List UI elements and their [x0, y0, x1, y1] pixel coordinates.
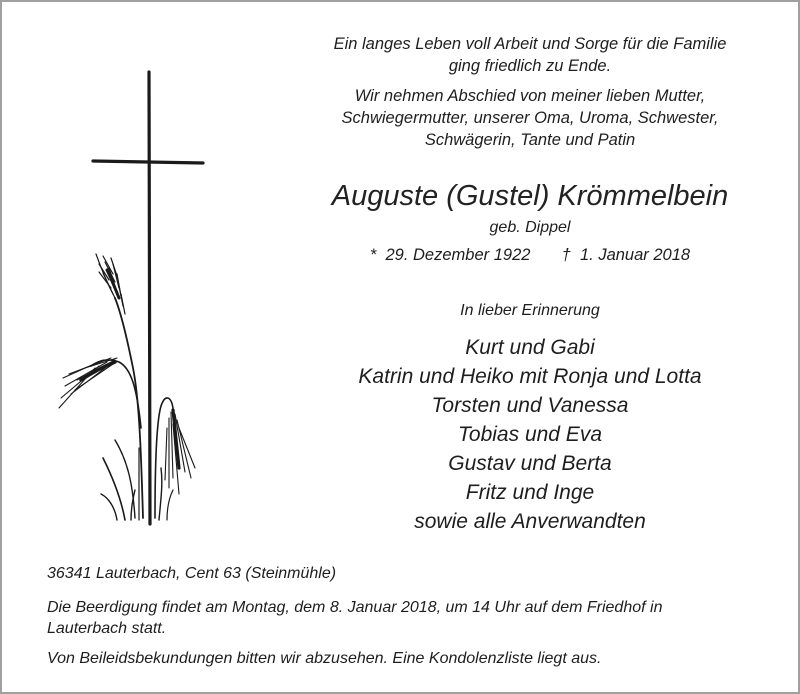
intro-line: Ein langes Leben voll Arbeit und Sorge für die Familie: [333, 35, 727, 53]
funeral-notice: [47, 597, 767, 639]
deceased-name: Auguste (Gustel) Krömmelbein: [331, 180, 729, 212]
address: 36341 Lauterbach, Cent 63 (Steinmühle): [47, 565, 337, 582]
funeral-notice-line: Lauterbach statt.: [47, 620, 167, 637]
intro-text: [280, 33, 780, 77]
farewell-text: [280, 85, 780, 151]
mourner-entry: sowie alle Anverwandten: [414, 510, 646, 533]
maiden-name: geb. Dippel: [489, 219, 571, 236]
death-date: 1. Januar 2018: [579, 246, 691, 264]
birth-date: 29. Dezember 1922: [385, 246, 531, 264]
death-cross-icon: †: [561, 246, 571, 264]
mourner-entry: Torsten und Vanessa: [431, 394, 629, 417]
birth-symbol: *: [369, 246, 377, 264]
intro-line: ging friedlich zu Ende.: [448, 57, 612, 75]
farewell-line: Schwiegermutter, unserer Oma, Uroma, Schwester,: [341, 109, 719, 127]
mourner-entry: Katrin und Heiko mit Ronja und Lotta: [358, 365, 702, 388]
farewell-line: Wir nehmen Abschied von meiner lieben Mutter,: [354, 87, 706, 105]
cross-with-wheat-icon: [55, 68, 215, 528]
mourner-entry: Gustav und Berta: [448, 452, 612, 475]
mourners-list: [280, 333, 780, 536]
farewell-line: Schwägerin, Tante und Patin: [424, 131, 636, 149]
funeral-notice-line: Die Beerdigung findet am Montag, dem 8. Januar 2018, um 14 Uhr auf dem Friedhof in: [47, 599, 663, 616]
mourner-entry: Tobias und Eva: [458, 423, 602, 446]
condolence-notice: Von Beileidsbekundungen bitten wir abzusehen. Eine Kondolenzliste liegt aus.: [47, 650, 602, 667]
mourner-entry: Fritz und Inge: [465, 481, 595, 504]
memory-heading: In lieber Erinnerung: [460, 302, 600, 319]
life-dates: [280, 244, 780, 266]
mourner-entry: Kurt und Gabi: [465, 336, 595, 359]
